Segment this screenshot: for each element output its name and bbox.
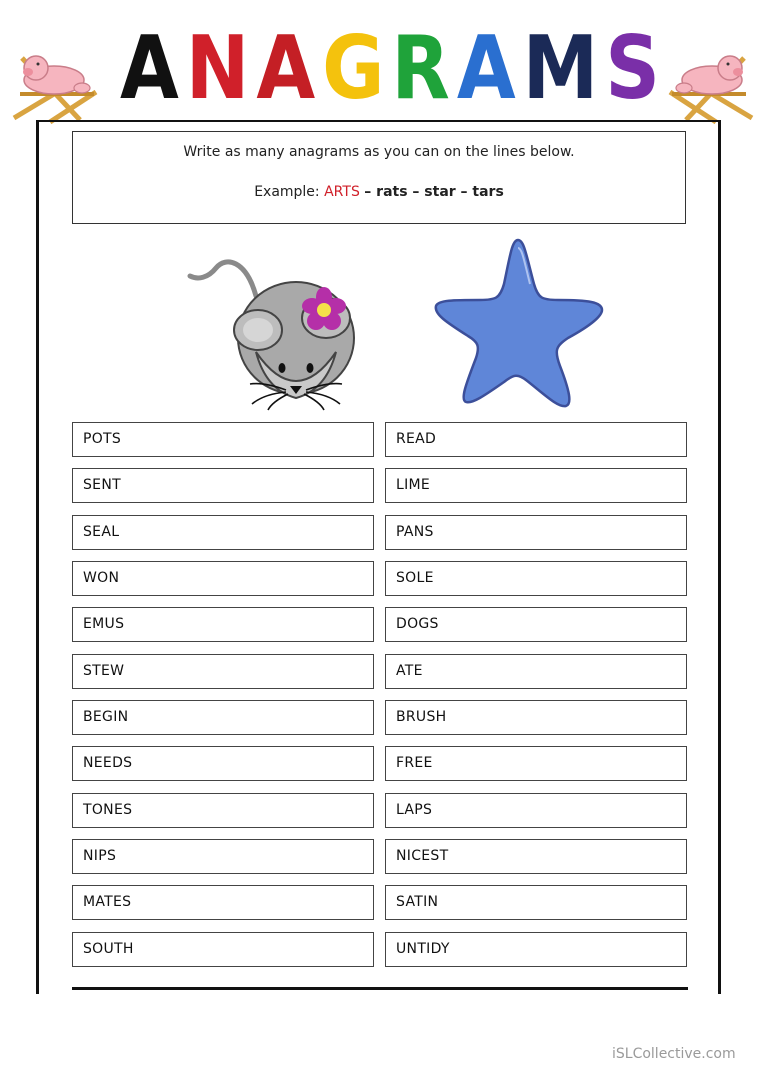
- word-box-pans: PANS: [385, 515, 687, 550]
- instructions-text: Write as many anagrams as you can on the lines below.: [183, 144, 575, 160]
- word-box-won: WON: [72, 561, 374, 596]
- word-box-pots: POTS: [72, 422, 374, 457]
- frame-left-line: [36, 122, 39, 994]
- title-letter-3: A: [256, 16, 316, 119]
- word-box-nicest: NICEST: [385, 839, 687, 874]
- title-letter-4: G: [322, 16, 385, 119]
- example-word: ARTS: [324, 184, 360, 200]
- word-box-emus: EMUS: [72, 607, 374, 642]
- watermark: iSLCollective.com: [612, 1046, 736, 1062]
- title-letter-5: R: [391, 16, 450, 119]
- word-box-tones: TONES: [72, 793, 374, 828]
- word-box-lime: LIME: [385, 468, 687, 503]
- word-box-needs: NEEDS: [72, 746, 374, 781]
- word-box-laps: LAPS: [385, 793, 687, 828]
- word-box-sent: SENT: [72, 468, 374, 503]
- word-box-sole: SOLE: [385, 561, 687, 596]
- example-line: [73, 184, 685, 200]
- word-box-free: FREE: [385, 746, 687, 781]
- frame-top-line: [36, 120, 721, 122]
- mouse-with-flower-icon: [186, 240, 362, 412]
- word-box-read: READ: [385, 422, 687, 457]
- frame-right-line: [718, 122, 721, 994]
- word-box-satin: SATIN: [385, 885, 687, 920]
- title-letter-1: A: [120, 16, 179, 119]
- title-letter-7: M: [522, 16, 599, 119]
- word-box-begin: BEGIN: [72, 700, 374, 735]
- pig-deckchair-icon: [10, 48, 102, 128]
- title-letter-6: A: [456, 16, 516, 119]
- title-letter-8: S: [605, 16, 660, 119]
- word-box-seal: SEAL: [72, 515, 374, 550]
- word-box-mates: MATES: [72, 885, 374, 920]
- word-box-brush: BRUSH: [385, 700, 687, 735]
- instructions-box: [72, 131, 686, 224]
- word-box-ate: ATE: [385, 654, 687, 689]
- word-box-stew: STEW: [72, 654, 374, 689]
- example-anagrams: – rats – star – tars: [364, 184, 504, 200]
- word-box-south: SOUTH: [72, 932, 374, 967]
- example-label: Example:: [254, 184, 320, 200]
- blue-star-icon: [430, 234, 606, 410]
- frame-bottom-line: [72, 987, 688, 990]
- worksheet-title: [120, 18, 660, 118]
- word-box-untidy: UNTIDY: [385, 932, 687, 967]
- pig-deckchair-icon: [664, 48, 756, 128]
- word-box-dogs: DOGS: [385, 607, 687, 642]
- word-box-nips: NIPS: [72, 839, 374, 874]
- title-letter-2: N: [185, 16, 250, 119]
